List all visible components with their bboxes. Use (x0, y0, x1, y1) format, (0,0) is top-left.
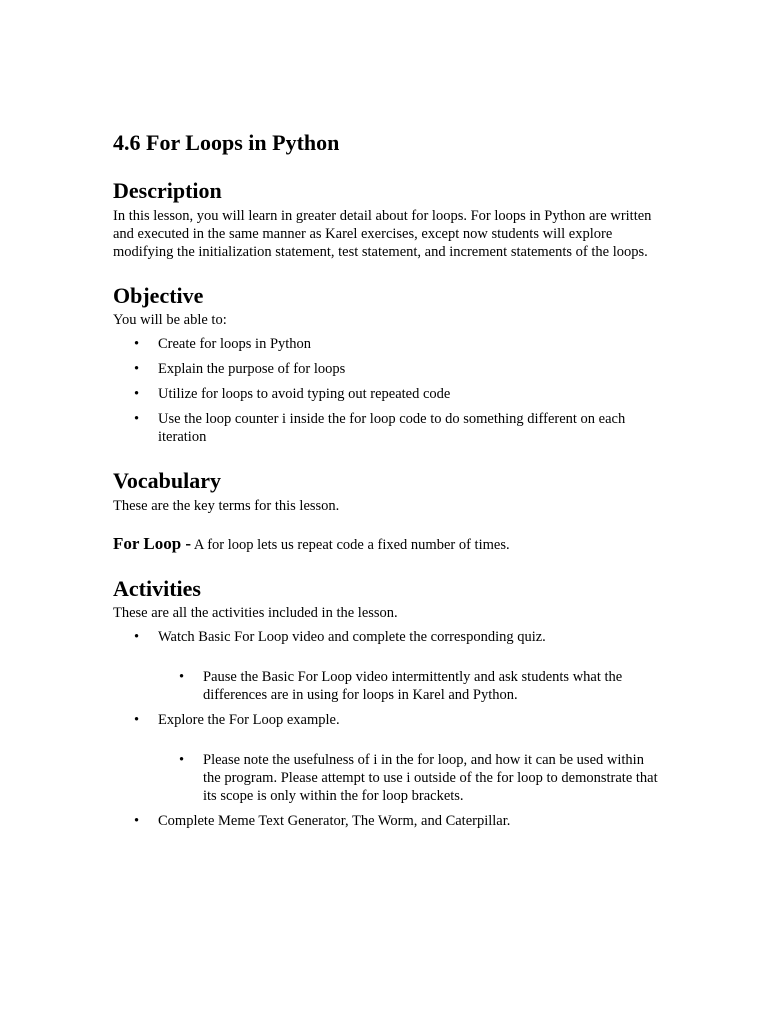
list-item (113, 410, 663, 446)
bullet-icon: • (179, 751, 185, 768)
document-page (113, 130, 663, 852)
activities-intro: These are all the activities included in the lesson. (113, 604, 398, 621)
vocabulary-term: For Loop - (113, 533, 192, 553)
bullet-icon: • (134, 361, 140, 378)
objective-heading: Objective (113, 282, 204, 308)
objective-intro: You will be able to: (113, 312, 227, 329)
vocabulary-definition: A for loop lets us repeat code a fixed number of times. (193, 536, 510, 553)
vocabulary-intro: These are the key terms for this lesson. (113, 497, 340, 514)
bullet-icon: • (134, 711, 140, 728)
list-item-text: Create for loops in Python (158, 336, 312, 353)
list-item-text: Complete Meme Text Generator, The Worm, and Caterpillar. (158, 812, 511, 829)
bullet-icon: • (134, 812, 140, 829)
sub-list-item-text: Pause the Basic For Loop video intermittently and ask students what the differences are in using for loops in Karel and Python. (203, 668, 623, 703)
vocabulary-section (113, 468, 663, 553)
sub-list-item (158, 751, 663, 805)
bullet-icon: • (179, 668, 185, 685)
objective-list (113, 335, 663, 446)
list-item (113, 385, 663, 403)
bullet-icon: • (134, 386, 140, 403)
list-item (113, 812, 663, 830)
sub-list (158, 751, 663, 805)
sub-list-item-text: Please note the usefulness of i in the for loop, and how it can be used within the program. Please attempt to use i outside of the for loop to demonstrate that its scope is only within the for loop brackets. (203, 751, 658, 804)
activities-section (113, 576, 663, 830)
bullet-icon: • (134, 411, 140, 428)
vocabulary-entry (113, 535, 663, 554)
page-title: 4.6 For Loops in Python (113, 130, 340, 155)
list-item (113, 335, 663, 353)
list-item (113, 628, 663, 704)
description-text: In this lesson, you will learn in greater detail about for loops. For loops in Python are written and executed in the same manner as Karel exercises, except now students will explore modifying the initialization statement, test statement, and increment statements of the loops. (113, 207, 652, 260)
activities-list (113, 628, 663, 830)
list-item (113, 360, 663, 378)
objective-section (113, 283, 663, 446)
list-item-text: Watch Basic For Loop video and complete the corresponding quiz. (158, 628, 546, 645)
list-item (113, 711, 663, 805)
list-item-text: Utilize for loops to avoid typing out repeated code (158, 386, 451, 403)
list-item-text: Explore the For Loop example. (158, 711, 340, 728)
bullet-icon: • (134, 628, 140, 645)
description-section (113, 178, 663, 260)
vocabulary-heading: Vocabulary (113, 468, 221, 494)
description-heading: Description (113, 178, 222, 204)
sub-list (158, 668, 663, 704)
list-item-text: Explain the purpose of for loops (158, 361, 346, 378)
bullet-icon: • (134, 336, 140, 353)
list-item-text: Use the loop counter i inside the for loop code to do something different on each iteration (158, 411, 626, 446)
sub-list-item (158, 668, 663, 704)
activities-heading: Activities (113, 575, 201, 601)
